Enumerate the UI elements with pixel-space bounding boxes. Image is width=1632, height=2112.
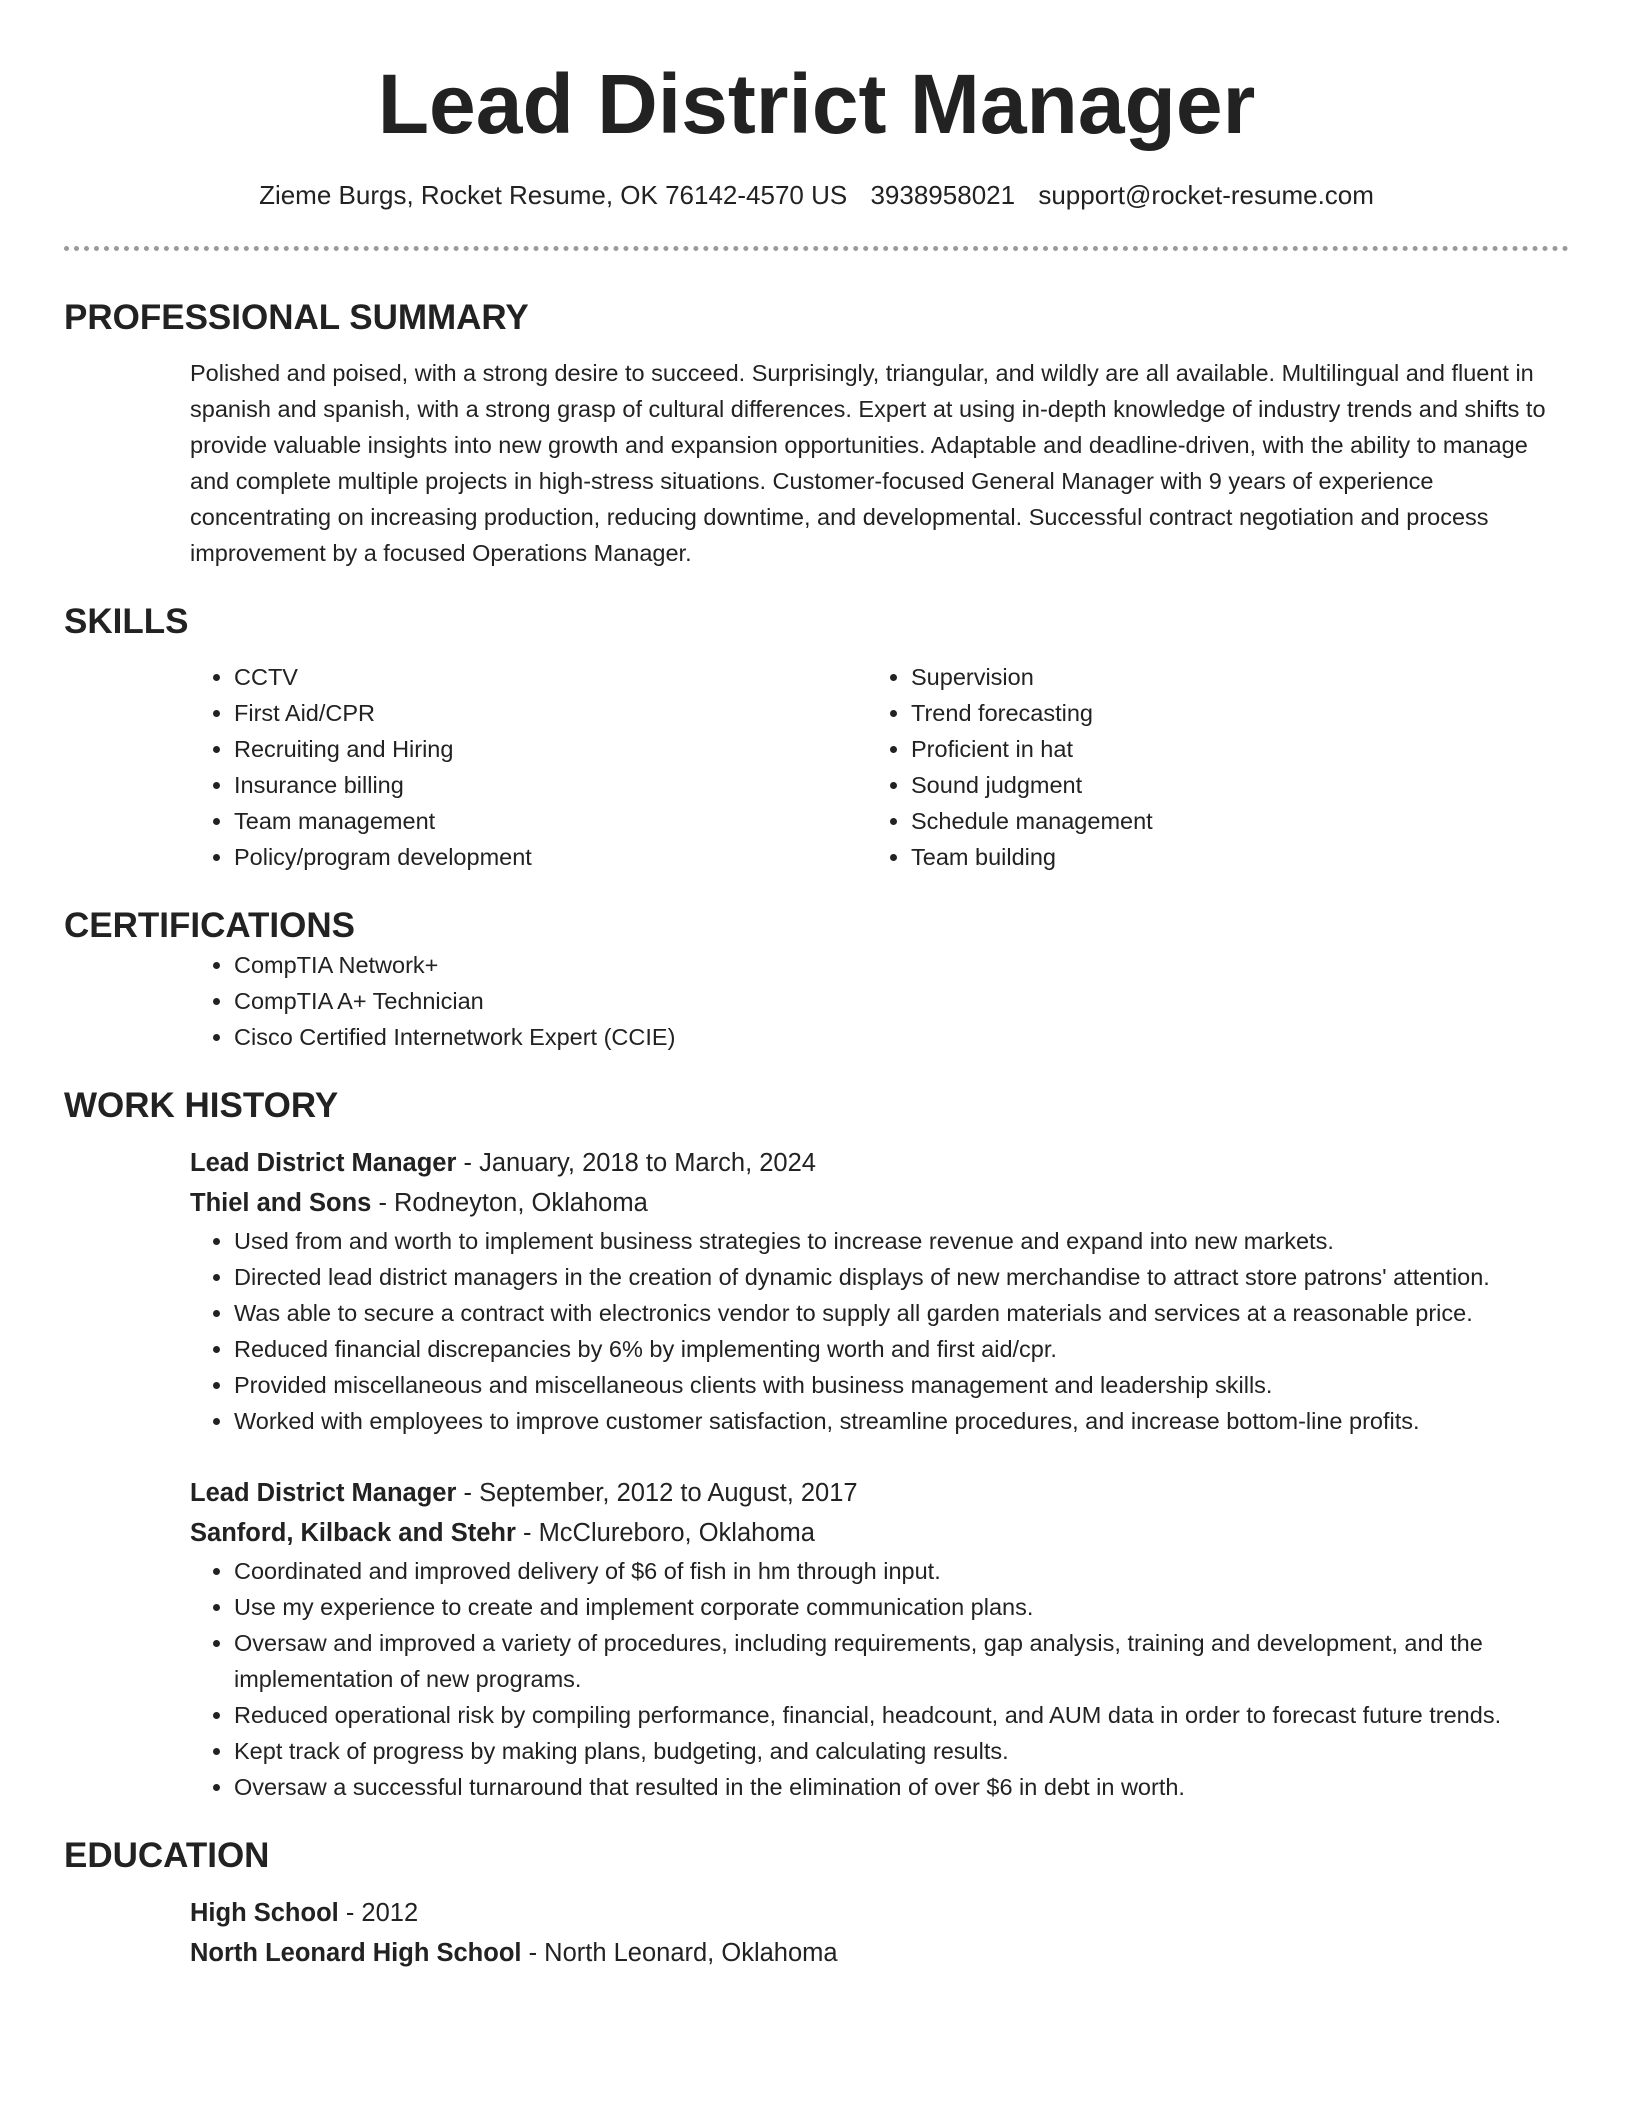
education-heading: EDUCATION [64, 1836, 270, 1875]
certifications-list [64, 947, 1569, 1055]
skills-list [64, 659, 1569, 875]
job-bullet-list [190, 1223, 1569, 1439]
summary-text: Polished and poised, with a strong desire to succeed. Surprisingly, triangular, and wildly are all available. Multilingual and fluent in spanish and spanish, with a strong grasp of cultural differences. Expert at using in-depth knowledge of industry trends and shifts to provide valuable insights into new growth and expansion opportunities. Adaptable and deadline-driven, with the ability to manage and complete multiple projects in high-stress situations. Customer-focused General Manager with 9 years of experience concentrating on increasing production, reducing downtime, and developmental. Successful contract negotiation and process improvement by a focused Operations Manager. [190, 360, 1546, 566]
education-degree-line [190, 1893, 1569, 1933]
skill-item: • Schedule management [911, 803, 1424, 839]
job-bullet: • Was able to secure a contract with electronics vendor to supply all garden materials and services at a reasonable price. [234, 1295, 1569, 1331]
education-entry [190, 1893, 1569, 1973]
certification-item: • CompTIA A+ Technician [234, 983, 1569, 1019]
skill-item: • Sound judgment [911, 767, 1424, 803]
job-dates: - January, 2018 to March, 2024 [456, 1149, 816, 1177]
education-year: - 2012 [338, 1899, 419, 1927]
education-degree: High School [190, 1899, 339, 1927]
job-bullet: • Oversaw and improved a variety of procedures, including requirements, gap analysis, training and development, and the implementation of new programs. [234, 1625, 1569, 1697]
education-location: - North Leonard, Oklahoma [521, 1939, 838, 1967]
skill-item: • CCTV [234, 659, 744, 695]
job-bullet: • Used from and worth to implement business strategies to increase revenue and expand into new markets. [234, 1223, 1569, 1259]
job-role: Lead District Manager [190, 1479, 457, 1507]
certifications-heading: CERTIFICATIONS [64, 906, 356, 945]
job-bullet: • Reduced financial discrepancies by 6% by implementing worth and first aid/cpr. [234, 1331, 1569, 1367]
skills-column-right [744, 659, 1424, 875]
job-role: Lead District Manager [190, 1149, 457, 1177]
resume-page [64, 0, 1569, 1973]
contact-line [64, 178, 1569, 212]
job-bullet-list [190, 1553, 1569, 1805]
skill-item: • Proficient in hat [911, 731, 1424, 767]
contact-phone: 3938958021 [870, 180, 1016, 210]
job-bullet: • Coordinated and improved delivery of $6 of fish in hm through input. [234, 1553, 1569, 1589]
job-location: - McClureboro, Oklahoma [515, 1519, 815, 1547]
job-dates: - September, 2012 to August, 2017 [456, 1479, 858, 1507]
skill-item: • Insurance billing [234, 767, 744, 803]
skill-item: • First Aid/CPR [234, 695, 744, 731]
job-bullet: • Use my experience to create and implement corporate communication plans. [234, 1589, 1569, 1625]
contact-email: support@rocket-resume.com [1038, 180, 1374, 210]
job-company: Thiel and Sons [190, 1189, 372, 1217]
skill-item: • Team building [911, 839, 1424, 875]
certification-item: • CompTIA Network+ [234, 947, 1569, 983]
header-divider [64, 246, 1569, 251]
skills-column-left [64, 659, 744, 875]
job-title-line [190, 1473, 1569, 1513]
education-school: North Leonard High School [190, 1939, 522, 1967]
job-bullet: • Oversaw a successful turnaround that resulted in the elimination of over $6 in debt in worth. [234, 1769, 1569, 1805]
skill-item: • Team management [234, 803, 744, 839]
job-location: - Rodneyton, Oklahoma [371, 1189, 648, 1217]
job-bullet: • Reduced operational risk by compiling performance, financial, headcount, and AUM data in order to forecast future trends. [234, 1697, 1569, 1733]
work-history-heading: WORK HISTORY [64, 1086, 339, 1125]
skill-item: • Supervision [911, 659, 1424, 695]
job-company-line [190, 1513, 1569, 1553]
skill-item: • Recruiting and Hiring [234, 731, 744, 767]
skill-item: • Trend forecasting [911, 695, 1424, 731]
job-bullet: • Provided miscellaneous and miscellaneous clients with business management and leadership skills. [234, 1367, 1569, 1403]
resume-name: Lead District Manager [377, 57, 1256, 151]
education-school-line [190, 1933, 1569, 1973]
job-title-line [190, 1143, 1569, 1183]
job-entry [190, 1143, 1569, 1439]
job-entry [190, 1473, 1569, 1805]
job-company-line [190, 1183, 1569, 1223]
job-bullet: • Kept track of progress by making plans, budgeting, and calculating results. [234, 1733, 1569, 1769]
summary-heading: PROFESSIONAL SUMMARY [64, 298, 529, 337]
job-bullet: • Directed lead district managers in the creation of dynamic displays of new merchandise to attract store patrons' attention. [234, 1259, 1569, 1295]
job-company: Sanford, Kilback and Stehr [190, 1519, 516, 1547]
skills-heading: SKILLS [64, 602, 189, 641]
skill-item: • Policy/program development [234, 839, 744, 875]
contact-address: Zieme Burgs, Rocket Resume, OK 76142-4570 US [259, 180, 848, 210]
certification-item: • Cisco Certified Internetwork Expert (CCIE) [234, 1019, 1569, 1055]
job-bullet: • Worked with employees to improve customer satisfaction, streamline procedures, and increase bottom-line profits. [234, 1403, 1569, 1439]
